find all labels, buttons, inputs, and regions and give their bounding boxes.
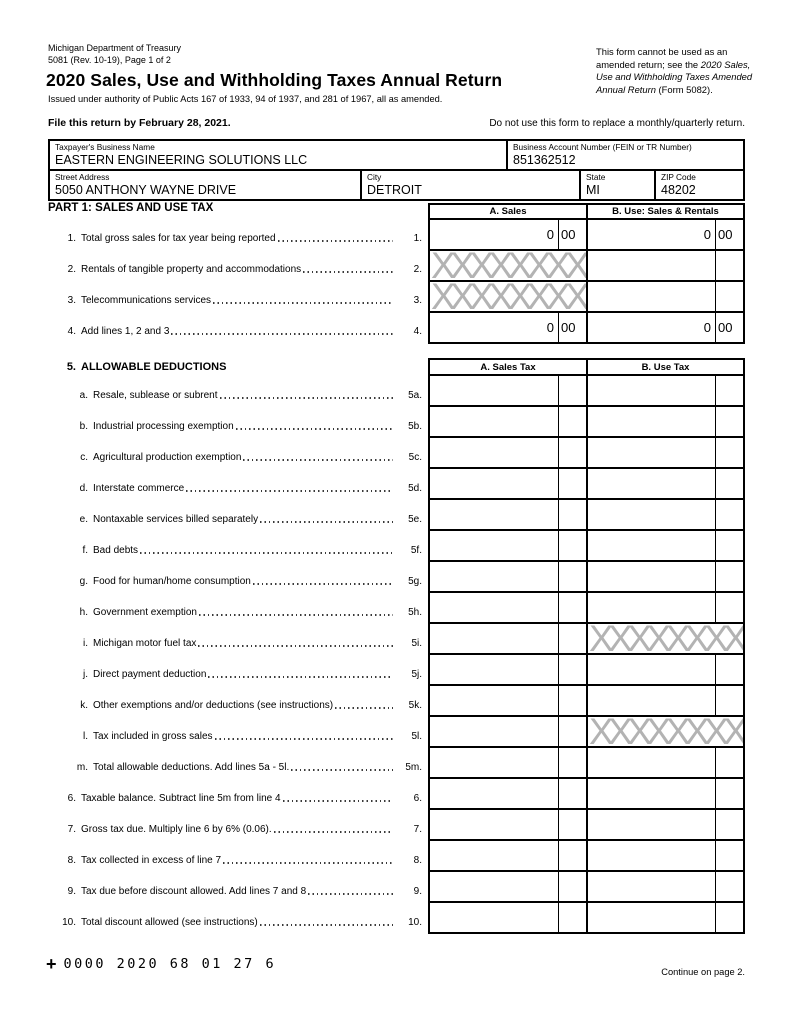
form-line — [48, 375, 422, 406]
amended-return-note — [596, 46, 754, 96]
use-amount-cell[interactable] — [586, 313, 715, 342]
use-cents-cell[interactable] — [715, 748, 743, 777]
zip-label: ZIP Code — [661, 172, 696, 182]
line-ref: 1. — [413, 233, 422, 244]
form-line — [48, 654, 422, 685]
amount-row — [430, 777, 743, 808]
line-number: 4. — [67, 326, 76, 337]
dot-leader — [220, 397, 393, 399]
plus-mark: + — [46, 954, 57, 974]
line-label: Food for human/home consumption — [93, 576, 251, 587]
sales-cents-cell[interactable] — [558, 779, 586, 808]
sales-amount-cell[interactable] — [430, 779, 558, 808]
city-field[interactable] — [360, 171, 579, 199]
dot-leader — [283, 800, 393, 802]
amount-row — [430, 560, 743, 591]
dot-leader — [213, 302, 393, 304]
part1-amount-table — [428, 203, 745, 344]
city-value[interactable]: DETROIT — [367, 183, 422, 197]
note-text: This form cannot be used as an amended return; see the — [596, 46, 728, 70]
line-ref: 5j. — [411, 669, 422, 680]
line-label: Tax due before discount allowed. Add lines 7 and 8 — [81, 886, 307, 897]
deductions-line-labels — [48, 375, 422, 933]
amount-value: 0 — [546, 227, 554, 242]
info-row-1 — [50, 141, 743, 171]
line-number: 8. — [67, 855, 76, 866]
dot-leader — [260, 521, 393, 523]
dot-leader — [208, 676, 393, 678]
account-number-field[interactable] — [506, 141, 743, 169]
amount-value: 0 — [703, 227, 711, 242]
form-line — [48, 778, 422, 809]
scanline — [46, 955, 276, 973]
line-ref: 5f. — [410, 545, 422, 556]
line-ref: 5d. — [408, 483, 422, 494]
amount-row — [430, 374, 743, 405]
amount-row — [430, 405, 743, 436]
not-applicable-x-cell — [430, 282, 586, 311]
sales-cents-cell[interactable] — [558, 407, 586, 436]
dot-leader — [274, 831, 393, 833]
authority-line: Issued under authority of Public Acts 167 of 1933, 94 of 1937, and 281 of 1967, all as amended. — [48, 94, 443, 104]
state-value[interactable]: MI — [586, 183, 600, 197]
amount-row — [430, 498, 743, 529]
amount-row — [430, 901, 743, 932]
line-label: Agricultural production exemption — [93, 452, 242, 463]
line-ref: 2. — [413, 264, 422, 275]
amount-row — [430, 311, 743, 342]
business-name-value[interactable]: EASTERN ENGINEERING SOLUTIONS LLC — [55, 153, 308, 167]
use-cents-cell[interactable] — [715, 655, 743, 684]
use-cents-cell[interactable] — [715, 686, 743, 715]
use-amount-cell[interactable] — [586, 748, 715, 777]
use-cents-cell[interactable] — [715, 500, 743, 529]
line-label: Government exemption — [93, 607, 197, 618]
sales-amount-cell[interactable] — [430, 220, 558, 249]
form-line — [48, 592, 422, 623]
line-ref: 5c. — [408, 452, 422, 463]
use-amount-cell[interactable] — [586, 872, 715, 901]
use-amount-cell[interactable] — [586, 282, 715, 311]
sales-amount-cell[interactable] — [430, 655, 558, 684]
dot-leader — [278, 240, 393, 242]
amount-row — [430, 591, 743, 622]
sales-cents-cell[interactable] — [558, 655, 586, 684]
part1-column-headers — [430, 205, 743, 218]
line-number: l. — [83, 731, 88, 742]
sales-amount-cell[interactable] — [430, 903, 558, 932]
deductions-heading-text: ALLOWABLE DEDUCTIONS — [81, 361, 227, 373]
form-line — [48, 840, 422, 871]
use-cents-cell[interactable] — [715, 810, 743, 839]
form-line — [48, 902, 422, 933]
line-ref: 5a. — [408, 390, 422, 401]
part1-col-b-header: B. Use: Sales & Rentals — [586, 205, 743, 218]
use-cents-cell[interactable] — [715, 593, 743, 622]
line-number: 2. — [67, 264, 76, 275]
amount-row — [430, 715, 743, 746]
part1-heading: PART 1: SALES AND USE TAX — [48, 202, 214, 214]
dot-leader — [260, 924, 393, 926]
line-number: k. — [80, 700, 88, 711]
use-amount-cell[interactable] — [586, 438, 715, 467]
not-applicable-x-cell — [586, 717, 743, 746]
line-ref: 9. — [413, 886, 422, 897]
form-line — [48, 437, 422, 468]
line-ref: 5b. — [408, 421, 422, 432]
amount-row — [430, 684, 743, 715]
info-row-2 — [50, 171, 743, 199]
sales-cents-cell[interactable] — [558, 500, 586, 529]
line-label: Taxable balance. Subtract line 5m from line 4 — [81, 793, 281, 804]
sales-amount-cell[interactable] — [430, 624, 558, 653]
line-number: d. — [79, 483, 88, 494]
line-number: b. — [79, 421, 88, 432]
line-label: Tax included in gross sales — [93, 731, 213, 742]
sales-amount-cell[interactable] — [430, 438, 558, 467]
state-label: State — [586, 172, 606, 182]
dot-leader — [223, 862, 393, 864]
form-line — [48, 311, 422, 342]
sales-cents-cell[interactable] — [558, 313, 586, 342]
zip-value[interactable]: 48202 — [661, 183, 696, 197]
not-applicable-x-cell — [430, 251, 586, 280]
dot-leader — [303, 271, 393, 273]
line-ref: 5e. — [408, 514, 422, 525]
deductions-heading-number: 5. — [66, 361, 76, 373]
use-cents-cell[interactable] — [715, 313, 743, 342]
use-cents-cell[interactable] — [715, 438, 743, 467]
line-number: 10. — [62, 917, 76, 928]
line-number: f. — [82, 545, 88, 556]
business-name-label: Taxpayer's Business Name — [55, 142, 155, 152]
line-ref: 4. — [413, 326, 422, 337]
file-by-date: File this return by February 28, 2021. — [48, 117, 231, 129]
dot-leader — [335, 707, 393, 709]
form-line — [48, 623, 422, 654]
use-amount-cell[interactable] — [586, 903, 715, 932]
sales-amount-cell[interactable] — [430, 407, 558, 436]
sales-amount-cell[interactable] — [430, 469, 558, 498]
do-not-use-note: Do not use this form to replace a monthly/quarterly return. — [489, 118, 745, 129]
sales-amount-cell[interactable] — [430, 500, 558, 529]
use-cents-cell[interactable] — [715, 903, 743, 932]
line-label: Industrial processing exemption — [93, 421, 234, 432]
line-label: Add lines 1, 2 and 3 — [81, 326, 170, 337]
sales-cents-cell[interactable] — [558, 438, 586, 467]
deductions-col-b-header: B. Use Tax — [586, 360, 743, 374]
sales-amount-cell[interactable] — [430, 531, 558, 560]
form-line — [48, 871, 422, 902]
amount-value: 0 — [703, 320, 711, 335]
use-cents-cell[interactable] — [715, 531, 743, 560]
form-line — [48, 249, 422, 280]
continue-note: Continue on page 2. — [661, 967, 745, 977]
line-label: Rentals of tangible property and accommodations — [81, 264, 302, 275]
line-number: 3. — [67, 295, 76, 306]
form-line — [48, 406, 422, 437]
sales-cents-cell[interactable] — [558, 748, 586, 777]
dot-leader — [171, 333, 393, 335]
line-label: Total gross sales for tax year being reported — [81, 233, 276, 244]
amount-row — [430, 622, 743, 653]
use-cents-cell[interactable] — [715, 841, 743, 870]
sales-amount-cell[interactable] — [430, 748, 558, 777]
use-cents-cell[interactable] — [715, 220, 743, 249]
use-cents-cell[interactable] — [715, 407, 743, 436]
sales-cents-cell[interactable] — [558, 469, 586, 498]
sales-amount-cell[interactable] — [430, 841, 558, 870]
state-field[interactable] — [579, 171, 654, 199]
scanline-digits: 0000 2020 68 01 27 6 — [63, 956, 277, 972]
part1-line-labels — [48, 218, 422, 342]
dot-leader — [215, 738, 393, 740]
line-number: j. — [83, 669, 88, 680]
x-fill: XXXXXXXX — [589, 717, 743, 746]
amount-row — [430, 467, 743, 498]
sales-amount-cell[interactable] — [430, 376, 558, 405]
form-line — [48, 530, 422, 561]
sales-amount-cell[interactable] — [430, 593, 558, 622]
line-label: Gross tax due. Multiply line 6 by 6% (0.06). — [81, 824, 272, 835]
form-line — [48, 499, 422, 530]
amount-row — [430, 529, 743, 560]
deductions-heading — [48, 357, 226, 373]
dot-leader — [198, 645, 393, 647]
use-amount-cell[interactable] — [586, 810, 715, 839]
line-number: m. — [76, 762, 88, 773]
line-label: Other exemptions and/or deductions (see instructions) — [93, 700, 334, 711]
sales-cents-cell[interactable] — [558, 810, 586, 839]
sales-cents-cell[interactable] — [558, 624, 586, 653]
cents-value: 00 — [561, 227, 576, 242]
line-ref: 3. — [413, 295, 422, 306]
use-amount-cell[interactable] — [586, 500, 715, 529]
dot-leader — [243, 459, 393, 461]
line-label: Nontaxable services billed separately — [93, 514, 259, 525]
use-amount-cell[interactable] — [586, 562, 715, 591]
amount-row — [430, 870, 743, 901]
business-name-field[interactable] — [50, 141, 506, 169]
account-number-value[interactable]: 851362512 — [513, 153, 576, 167]
dot-leader — [140, 552, 393, 554]
line-ref: 8. — [413, 855, 422, 866]
dot-leader — [308, 893, 393, 895]
line-ref: 5h. — [408, 607, 422, 618]
line-number: 1. — [67, 233, 76, 244]
line-number: i. — [83, 638, 88, 649]
line-ref: 5g. — [408, 576, 422, 587]
line-number: 6. — [67, 793, 76, 804]
line-label: Resale, sublease or subrent — [93, 390, 218, 401]
amount-row — [430, 280, 743, 311]
line-number: g. — [79, 576, 88, 587]
cents-value: 00 — [561, 320, 576, 335]
use-amount-cell[interactable] — [586, 686, 715, 715]
line-ref: 7. — [413, 824, 422, 835]
use-amount-cell[interactable] — [586, 220, 715, 249]
use-amount-cell[interactable] — [586, 531, 715, 560]
form-line — [48, 218, 422, 249]
line-number: e. — [79, 514, 88, 525]
sales-amount-cell[interactable] — [430, 686, 558, 715]
street-address-value[interactable]: 5050 ANTHONY WAYNE DRIVE — [55, 183, 237, 197]
form-line — [48, 685, 422, 716]
agency-name: Michigan Department of Treasury — [48, 43, 182, 53]
line-label: Bad debts — [93, 545, 139, 556]
x-fill: XXXXXXXX — [589, 624, 743, 653]
use-cents-cell[interactable] — [715, 376, 743, 405]
form-line — [48, 809, 422, 840]
form-line — [48, 561, 422, 592]
x-fill: XXXXXXXX — [431, 251, 585, 280]
amount-row — [430, 436, 743, 467]
use-amount-cell[interactable] — [586, 593, 715, 622]
amount-value: 0 — [546, 320, 554, 335]
city-label: City — [367, 172, 382, 182]
amount-row — [430, 839, 743, 870]
use-cents-cell[interactable] — [715, 779, 743, 808]
line-ref: 10. — [408, 917, 422, 928]
sales-amount-cell[interactable] — [430, 872, 558, 901]
amount-row — [430, 218, 743, 249]
cents-value: 00 — [718, 227, 733, 242]
line-label: Tax collected in excess of line 7 — [81, 855, 222, 866]
sales-cents-cell[interactable] — [558, 562, 586, 591]
sales-cents-cell[interactable] — [558, 872, 586, 901]
sales-cents-cell[interactable] — [558, 220, 586, 249]
use-amount-cell[interactable] — [586, 376, 715, 405]
use-cents-cell[interactable] — [715, 282, 743, 311]
sales-cents-cell[interactable] — [558, 376, 586, 405]
line-label: Total allowable deductions. Add lines 5a - 5l. — [93, 762, 290, 773]
account-number-label: Business Account Number (FEIN or TR Number) — [513, 142, 692, 152]
dot-leader — [253, 583, 393, 585]
use-amount-cell[interactable] — [586, 251, 715, 280]
taxpayer-info-box — [48, 139, 745, 201]
line-label: Direct payment deduction — [93, 669, 207, 680]
line-number: 7. — [67, 824, 76, 835]
use-amount-cell[interactable] — [586, 469, 715, 498]
form-line — [48, 747, 422, 778]
sales-cents-cell[interactable] — [558, 593, 586, 622]
sales-cents-cell[interactable] — [558, 686, 586, 715]
zip-field[interactable] — [654, 171, 743, 199]
use-cents-cell[interactable] — [715, 562, 743, 591]
use-cents-cell[interactable] — [715, 251, 743, 280]
amount-row — [430, 653, 743, 684]
line-ref: 5m. — [405, 762, 422, 773]
note-italic-title: 2020 Sales, Use and Withholding Taxes Amended Annual Return — [596, 58, 753, 95]
sales-cents-cell[interactable] — [558, 531, 586, 560]
deductions-rows — [430, 374, 743, 932]
line-ref: 6. — [413, 793, 422, 804]
x-fill: XXXXXXXX — [431, 282, 585, 311]
dot-leader — [186, 490, 393, 492]
line-label: Total discount allowed (see instructions) — [81, 917, 258, 928]
line-ref: 5k. — [408, 700, 422, 711]
street-address-field[interactable] — [50, 171, 360, 199]
not-applicable-x-cell — [586, 624, 743, 653]
agency-block — [48, 42, 181, 66]
use-amount-cell[interactable] — [586, 841, 715, 870]
deductions-col-a-header: A. Sales Tax — [480, 362, 536, 373]
line-number: h. — [79, 607, 88, 618]
amount-row — [430, 808, 743, 839]
deductions-amount-table — [428, 358, 745, 934]
cents-value: 00 — [718, 320, 733, 335]
note-form-ref: (Form 5082). — [655, 83, 713, 95]
line-number: 9. — [67, 886, 76, 897]
sales-cents-cell[interactable] — [558, 717, 586, 746]
sales-amount-cell[interactable] — [430, 562, 558, 591]
sales-cents-cell[interactable] — [558, 903, 586, 932]
line-number: c. — [80, 452, 88, 463]
form-line — [48, 716, 422, 747]
form-line — [48, 468, 422, 499]
use-cents-cell[interactable] — [715, 469, 743, 498]
street-address-label: Street Address — [55, 172, 110, 182]
part1-rows — [430, 218, 743, 342]
line-ref: 5l. — [411, 731, 422, 742]
use-amount-cell[interactable] — [586, 655, 715, 684]
line-ref: 5i. — [411, 638, 422, 649]
line-label: Michigan motor fuel tax — [93, 638, 197, 649]
sales-amount-cell[interactable] — [430, 717, 558, 746]
line-number: a. — [79, 390, 88, 401]
use-cents-cell[interactable] — [715, 872, 743, 901]
dot-leader — [291, 769, 393, 771]
sales-amount-cell[interactable] — [430, 810, 558, 839]
line-label: Interstate commerce — [93, 483, 185, 494]
dot-leader — [199, 614, 393, 616]
amount-row — [430, 249, 743, 280]
part1-col-a-header: A. Sales — [489, 206, 527, 217]
line-label: Telecommunications services — [81, 295, 212, 306]
form-number: 5081 (Rev. 10-19), Page 1 of 2 — [48, 55, 171, 66]
amount-row — [430, 746, 743, 777]
sales-amount-cell[interactable] — [430, 313, 558, 342]
form-line — [48, 280, 422, 311]
sales-cents-cell[interactable] — [558, 841, 586, 870]
use-amount-cell[interactable] — [586, 407, 715, 436]
form-title: 2020 Sales, Use and Withholding Taxes Annual Return — [46, 70, 503, 90]
use-amount-cell[interactable] — [586, 779, 715, 808]
dot-leader — [236, 428, 393, 430]
deductions-column-headers — [430, 360, 743, 374]
